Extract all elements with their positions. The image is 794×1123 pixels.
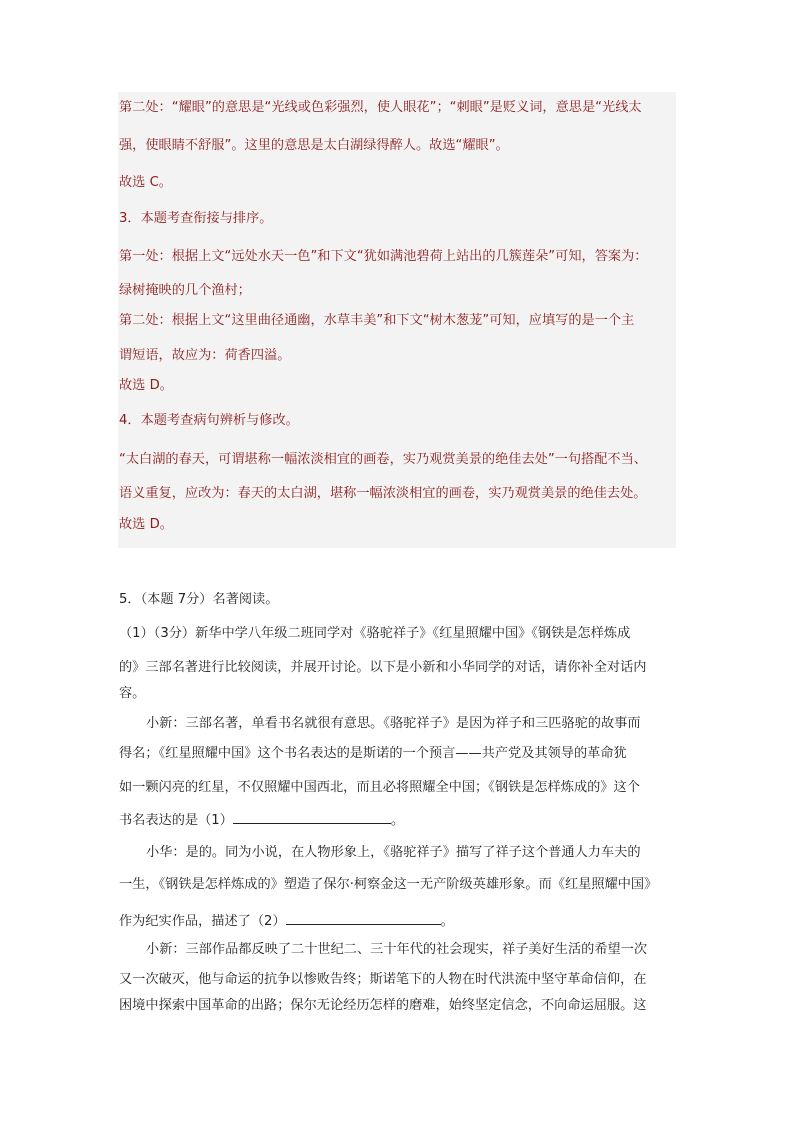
question-line: 小新：三部名著，单看书名就很有意思。《骆驼祥子》是因为祥子和三匹骆驼的故事而 <box>146 716 641 731</box>
answer-line: 故选 C。 <box>119 175 172 190</box>
answer-line: 强，使眼睛不舒服”。这里的意思是太白湖绿得醉人。故选“耀眼”。 <box>119 138 509 153</box>
question-line-blank-2 <box>119 912 454 930</box>
answer-line: 故选 D。 <box>119 378 173 393</box>
answer-line: 故选 D。 <box>119 517 173 532</box>
question-line: 如一颗闪亮的红星，不仅照耀中国西北，而且必将照耀全中国；《钢铁是怎样炼成的》这个 <box>119 780 640 795</box>
question-line-blank-1 <box>119 811 404 829</box>
answer-blank-2[interactable] <box>286 912 441 925</box>
blank-2-prefix: 作为纪实作品，描述了（2） <box>119 914 286 929</box>
answer-line: 4．本题考查病句辨析与修改。 <box>119 413 299 428</box>
answer-line: 第二处：根据上文“这里曲径通幽，水草丰美”和下文“树木葱茏”可知，应填写的是一个主 <box>119 313 635 328</box>
question-line: 容。 <box>119 686 146 701</box>
answer-line: 语义重复，应改为：春天的太白湖，堪称一幅浓淡相宜的画卷，实乃观赏美景的绝佳去处。 <box>119 486 647 501</box>
blank-1-period: 。 <box>390 813 405 828</box>
answer-line: 谓短语，故应为：荷香四溢。 <box>119 348 291 363</box>
question-line: 得名；《红星照耀中国》这个书名表达的是斯诺的一个预言——共产党及其领导的革命犹 <box>119 746 627 761</box>
blank-2-period: 。 <box>440 914 454 929</box>
question-line: 困境中探索中国革命的出路；保尔无论经历怎样的磨难，始终坚定信念，不向命运屈服。这 <box>119 998 647 1013</box>
answer-line: 第二处：“耀眼”的意思是“光线或色彩强烈，使人眼花”；“刺眼”是贬义词，意思是“光线太 <box>119 100 642 115</box>
question-line: 小新：三部作品都反映了二十世纪二、三十年代的社会现实，祥子美好生活的希望一次 <box>146 942 648 957</box>
question-line: 又一次破灭，他与命运的抗争以惨败告终；斯诺笔下的人物在时代洪流中坚守革命信仰，在 <box>119 972 647 987</box>
answer-line: 第一处：根据上文“远处水天一色”和下文“犹如满池碧荷上站出的几簇莲朵”可知，答案为： <box>119 249 648 264</box>
question-line: 小华：是的。同为小说，在人物形象上，《骆驼祥子》描写了祥子这个普通人力车夫的 <box>146 845 641 860</box>
question-line: 一生，《钢铁是怎样炼成的》塑造了保尔·柯察金这一无产阶级英雄形象。而《红星照耀中国》 <box>119 877 658 892</box>
answer-line: 绿树掩映的几个渔村； <box>119 283 251 298</box>
question-line: 的》三部名著进行比较阅读，并展开讨论。以下是小新和小华同学的对话，请你补全对话内 <box>119 660 647 675</box>
blank-1-prefix: 书名表达的是（1） <box>119 813 233 828</box>
answer-blank-1[interactable] <box>233 811 391 824</box>
answer-line: “太白湖的春天，可谓堪称一幅浓淡相宜的画卷，实乃观赏美景的绝佳去处”一句搭配不当、 <box>119 452 647 467</box>
question-line: （1）（3分）新华中学八年级二班同学对《骆驼祥子》《红星照耀中国》《钢铁是怎样炼成 <box>119 626 631 641</box>
question-header: 5．（本题 7分）名著阅读。 <box>119 592 279 607</box>
answer-line: 3．本题考查衔接与排序。 <box>119 211 273 226</box>
